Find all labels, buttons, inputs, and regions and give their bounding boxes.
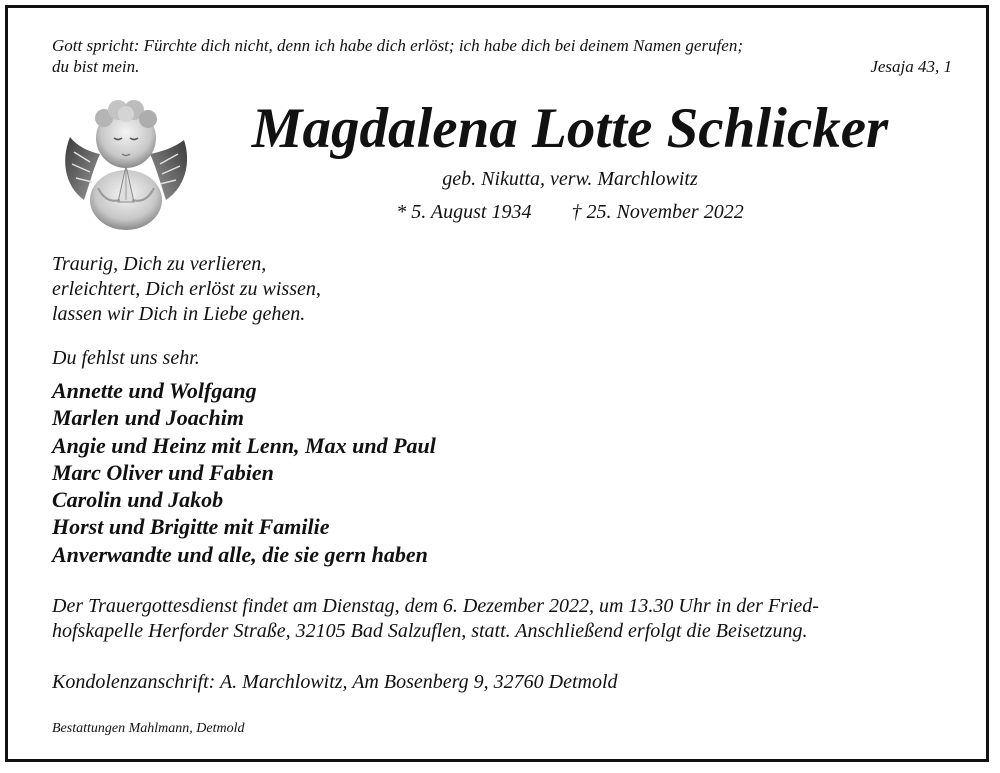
undertaker-credit: Bestattungen Mahlmann, Detmold — [52, 721, 245, 736]
mourner-entry: Marlen und Joachim — [52, 405, 244, 431]
verse-reference: Jesaja 43, 1 — [870, 57, 952, 76]
deceased-name: Magdalena Lotte Schlicker — [251, 97, 889, 160]
mourner-entry: Marc Oliver und Fabien — [52, 459, 274, 485]
birth-names: geb. Nikutta, verw. Marchlowitz — [442, 168, 698, 190]
mourner-entry: Angie und Heinz mit Lenn, Max und Paul — [52, 432, 436, 458]
poem-line: Traurig, Dich zu verlieren, — [52, 253, 267, 275]
bible-verse — [52, 35, 952, 77]
mourner-entry: Anverwandte und alle, die sie gern haben — [52, 541, 428, 567]
poem-line: lassen wir Dich in Liebe gehen. — [52, 303, 306, 325]
mourner-entry: Horst und Brigitte mit Familie — [52, 514, 330, 540]
mourner-entry: Carolin und Jakob — [52, 487, 224, 513]
service-line: Der Trauergottesdienst findet am Dienstag, dem 6. Dezember 2022, um 13.30 Uhr in der Fried- — [52, 595, 819, 617]
life-dates — [180, 200, 960, 224]
poem — [52, 252, 321, 327]
praying-cherub-icon — [60, 92, 192, 232]
verse-line-2: du bist mein. — [52, 57, 140, 76]
death-date: † 25. November 2022 — [571, 201, 744, 223]
birth-date: * 5. August 1934 — [396, 201, 532, 223]
mourner-entry: Annette und Wolfgang — [52, 378, 257, 403]
condolence-address: Kondolenzanschrift: A. Marchlowitz, Am Bosenberg 9, 32760 Detmold — [52, 671, 618, 693]
miss-line: Du fehlst uns sehr. — [52, 347, 200, 369]
service-line: hofskapelle Herforder Straße, 32105 Bad Salzuflen, statt. Anschließend erfolgt die Beisetzung. — [52, 620, 808, 642]
mourners-list — [52, 377, 436, 568]
service-info — [52, 594, 952, 644]
poem-line: erleichtert, Dich erlöst zu wissen, — [52, 278, 321, 300]
verse-line-1: Gott spricht: Fürchte dich nicht, denn ich habe dich erlöst; ich habe dich bei deinem Namen gerufen; — [52, 36, 744, 55]
